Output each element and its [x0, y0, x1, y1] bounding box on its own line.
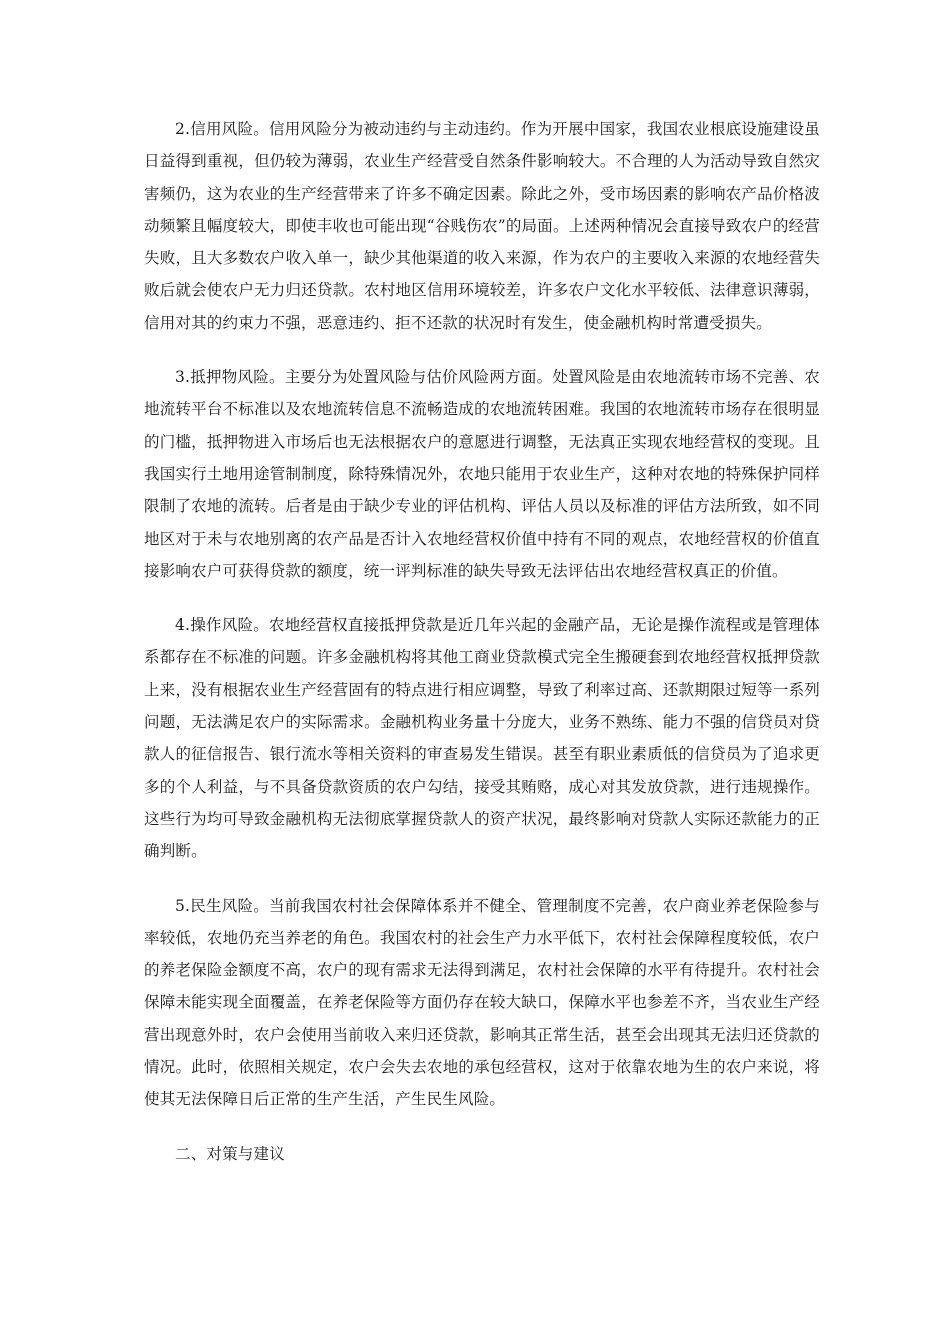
paragraph-collateral-risk: 3.抵押物风险。主要分为处置风险与估价风险两方面。处置风险是由农地流转市场不完善、农地流转平台不标准以及农地流转信息不流畅造成的农地流转困难。我国的农地流转市场存在很明显的门槛，抵押物进入市场后也无法根据农户的意愿进行调整，无法真正实现农地经营权的变现。且我国实行土地用途管制制度，除特殊情况外，农地只能用于农业生产，这种对农地的特殊保护同样限制了农地的流转。后者是由于缺少专业的评估机构、评估人员以及标准的评估方法所致，如不同地区对于未与农地别离的农产品是否计入农地经营权价值中持有不同的观点，农地经营权的价值直接影响农户可获得贷款的额度，统一评判标准的缺失导致无法评估出农地经营权真正的价值。 — [144, 368, 820, 580]
paragraph-livelihood-risk: 5.民生风险。当前我国农村社会保障体系并不健全、管理制度不完善，农户商业养老保险参与率较低，农地仍充当养老的角色。我国农村的社会生产力水平低下，农村社会保障程度较低，农户的养老保险金额度不高，农户的现有需求无法得到满足，农村社会保障的水平有待提升。农村社会保障未能实现全面覆盖，在养老保险等方面仍存在较大缺口，保障水平也参差不齐，当农业生产经营出现意外时，农户会使用当前收入来归还贷款，影响其正常生活，甚至会出现其无法归还贷款的情况。此时，依照相关规定，农户会失去农地的承包经营权，这对于依靠农地为生的农户来说，将使其无法保障日后正常的生产生活，产生民生风险。 — [144, 896, 820, 1109]
paragraph-operational-risk: 4.操作风险。农地经营权直接抵押贷款是近几年兴起的金融产品，无论是操作流程或是管理体系都存在不标准的问题。许多金融机构将其他工商业贷款模式完全生搬硬套到农地经营权抵押贷款上来，没有根据农业生产经营固有的特点进行相应调整，导致了利率过高、还款期限过短等一系列问题，无法满足农户的实际需求。金融机构业务量十分庞大，业务不熟练、能力不强的信贷员对贷款人的征信报告、银行流水等相关资料的审查易发生错误。甚至有职业素质低的信贷员为了追求更多的个人利益，与不具备贷款资质的农户勾结，接受其贿赂，成心对其发放贷款，进行违规操作。这些行为均可导致金融机构无法彻底掌握贷款人的资产状况，最终影响对贷款人实际还款能力的正确判断。 — [144, 616, 820, 861]
document-body — [144, 113, 820, 1170]
paragraph-credit-risk: 2.信用风险。信用风险分为被动违约与主动违约。作为开展中国家，我国农业根底设施建设虽日益得到重视，但仍较为薄弱，农业生产经营受自然条件影响较大。不合理的人为活动导致自然灾害频仍，这为农业的生产经营带来了许多不确定因素。除此之外，受市场因素的影响农产品价格波动频繁且幅度较大，即使丰收也可能出现“谷贱伤农”的局面。上述两种情况会直接导致农户的经营失败，且大多数农户收入单一，缺少其他渠道的收入来源，作为农户的主要收入来源的农地经营失败后就会使农户无力归还贷款。农村地区信用环境较差，许多农户文化水平较低、法律意识薄弱，信用对其的约束力不强，恶意违约、拒不还款的状况时有发生，使金融机构时常遭受损失。 — [144, 120, 820, 332]
section-heading: 二、对策与建议 — [175, 1144, 285, 1163]
